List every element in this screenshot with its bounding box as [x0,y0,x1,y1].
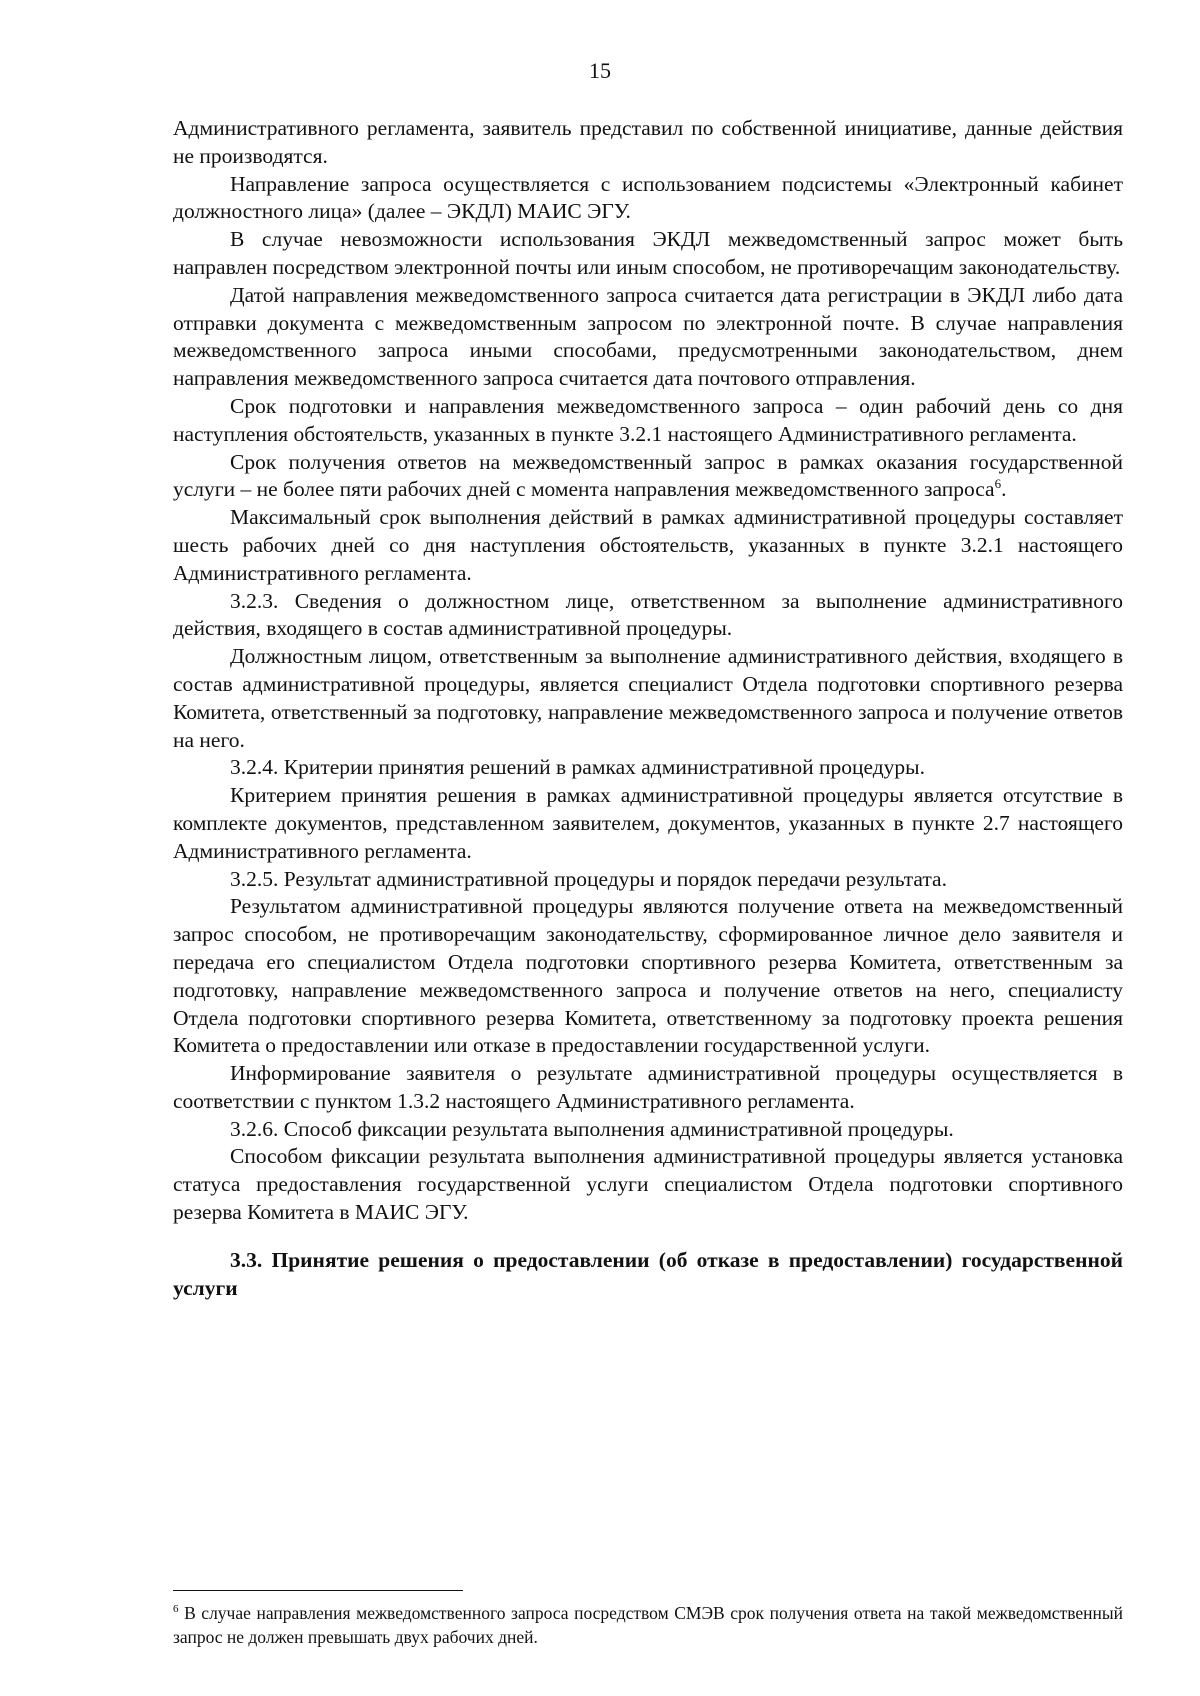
paragraph-9: Должностным лицом, ответственным за выполнение административного действия, входящего в состав административной процедуры, является специалист Отдела подготовки спортивного резерва Комитета, ответственный за подготовку, направление межведомственного запроса и получение ответов на него. [173,644,1123,752]
section-heading: 3.3. Принятие решения о предоставлении (об отказе в предоставлении) государственной услуги [173,1247,1123,1300]
footnote-text: В случае направления межведомственного запроса посредством СМЭВ срок получения ответа на такой межведомственный запрос не должен превышать двух рабочих дней. [173,1603,1123,1647]
paragraph-14: Информирование заявителя о результате административной процедуры осуществляется в соответствии с пунктом 1.3.2 настоящего Административного регламента. [173,1061,1123,1113]
body-text [173,115,1123,1302]
paragraph-6-suffix: . [1001,477,1007,502]
footnote [173,1601,1123,1649]
paragraph-15: 3.2.6. Способ фиксации результата выполнения административной процедуры. [230,1116,954,1141]
paragraph-11: Критерием принятия решения в рамках административной процедуры является отсутствие в комплекте документов, представленном заявителем, документов, указанных в пункте 2.7 настоящего Административного регламента. [173,783,1123,863]
paragraph-13: Результатом административной процедуры являются получение ответа на межведомственный запрос способом, не противоречащим законодательству, сформированное личное дело заявителя и передача его специалистом Отдела подготовки спортивного резерва Комитета, ответственным за подготовку, направление межведомственного запроса и получение ответов на него, специалисту Отдела подготовки спортивного резерва Комитета, ответственному за подготовку проекта решения Комитета о предоставлении или отказе в предоставлении государственной услуги. [173,894,1123,1058]
paragraph-3: В случае невозможности использования ЭКДЛ межведомственный запрос может быть направлен посредством электронной почты или иным способом, не противоречащим законодательству. [173,227,1123,279]
paragraph-10: 3.2.4. Критерии принятия решений в рамках административной процедуры. [230,755,926,780]
paragraph-2: Направление запроса осуществляется с использованием подсистемы «Электронный кабинет должностного лица» (далее – ЭКДЛ) МАИС ЭГУ. [173,171,1123,224]
paragraph-7: Максимальный срок выполнения действий в рамках административной процедуры составляет шесть рабочих дней со дня наступления обстоятельств, указанных в пункте 3.2.1 настоящего Административного регламента. [173,505,1123,585]
paragraph-4: Датой направления межведомственного запроса считается дата регистрации в ЭКДЛ либо дата отправки документа с межведомственным запросом по электронной почте. В случае направления межведомственного запроса иными способами, предусмотренными законодательством, днем направления межведомственного запроса считается дата почтового отправления. [173,282,1123,391]
paragraph-8: 3.2.3. Сведения о должностном лице, ответственном за выполнение административного действия, входящего в состав административной процедуры. [173,588,1123,641]
paragraph-12: 3.2.5. Результат административной процедуры и порядок передачи результата. [230,866,947,891]
paragraph-6-text: Срок получения ответов на межведомственный запрос в рамках оказания государственной услуги – не более пяти рабочих дней с момента направления межведомственного запроса [173,449,1123,502]
page-number: 15 [589,58,611,83]
footnote-divider [173,1590,463,1591]
footnote-number: 6 [173,1603,179,1616]
paragraph-5: Срок подготовки и направления межведомственного запроса – один рабочий день со дня наступления обстоятельств, указанных в пункте 3.2.1 настоящего Административного регламента. [173,393,1123,446]
footnote-reference[interactable]: 6 [994,476,1002,492]
paragraph-16: Способом фиксации результата выполнения административной процедуры является установка статуса предоставления государственной услуги специалистом Отдела подготовки спортивного резерва Комитета в МАИС ЭГУ. [173,1144,1123,1225]
paragraph-6 [173,449,1123,505]
paragraph-1: Административного регламента, заявитель представил по собственной инициативе, данные действия не производятся. [173,116,1123,168]
